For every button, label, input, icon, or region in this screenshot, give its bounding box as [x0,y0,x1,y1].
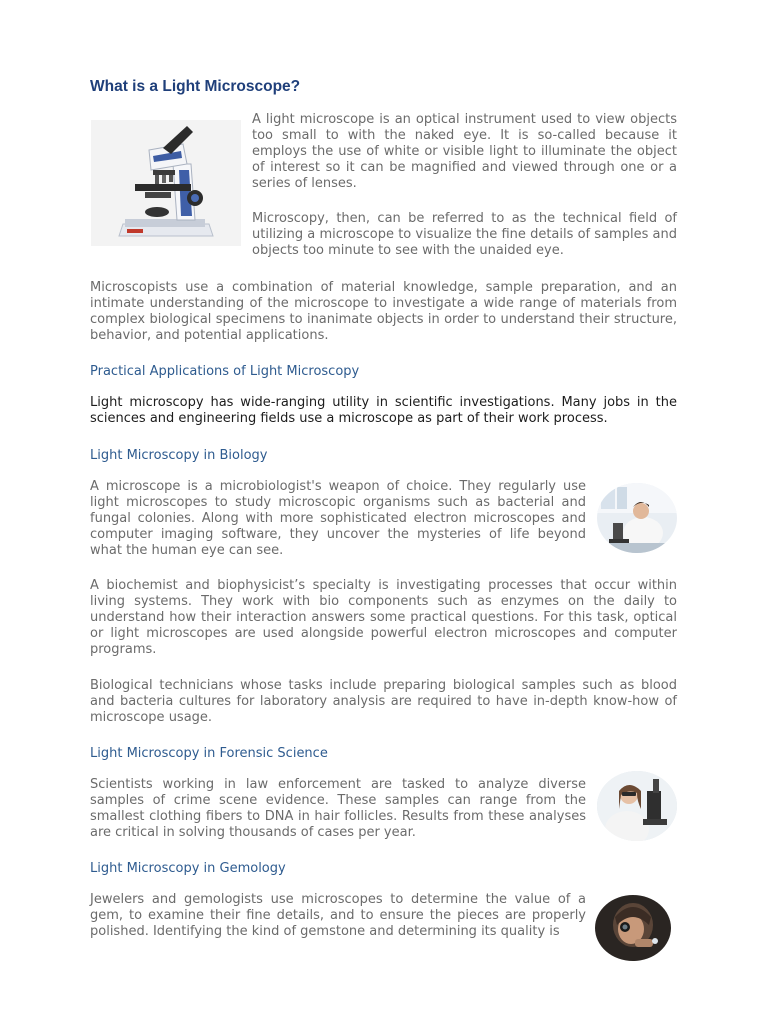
forensic-scientist-image [597,771,677,841]
gemology-heading: Light Microscopy in Gemology [90,861,286,876]
biology-paragraph-3: Biological technicians whose tasks include preparing biological samples such as blood and bacteria cultures for laboratory analysis are required to have in-depth know-how of microscope usage. [90,678,677,725]
microbiologist-image [597,483,677,553]
forensic-science-heading: Light Microscopy in Forensic Science [90,746,328,761]
gemologist-image [595,895,671,961]
intro-paragraph-2: Microscopy, then, can be referred to as the technical field of utilizing a microscope to visualize the fine details of samples and objects too minute to see with the unaided eye. [252,211,677,258]
microscope-image [91,120,241,246]
biology-heading: Light Microscopy in Biology [90,448,268,463]
forensic-science-paragraph: Scientists working in law enforcement are tasked to analyze diverse samples of crime scene evidence. These samples can range from the smallest clothing fibers to DNA in hair follicles. Results from these analyses are critical in solving thousands of cases per year. [90,777,586,840]
biology-paragraph-1: A microscope is a microbiologist's weapon of choice. They regularly use light microscopes to study microscopic organisms such as bacterial and fungal colonies. Along with more sophisticated electron microscopes and computer imaging software, they uncover the mysteries of life beyond what the human eye can see. [90,479,586,558]
gemology-paragraph: Jewelers and gemologists use microscopes to determine the value of a gem, to examine their fine details, and to ensure the pieces are properly polished. Identifying the kind of gemstone and determining its quality is [90,892,586,939]
intro-paragraph-3: Microscopists use a combination of material knowledge, sample preparation, and an intimate understanding of the microscope to investigate a wide range of materials from complex biological specimens to inanimate objects in order to understand their structure, behavior, and potential applications. [90,280,677,343]
intro-paragraph-1: A light microscope is an optical instrument used to view objects too small to with the naked eye. It is so-called because it employs the use of white or visible light to illuminate the object of interest so it can be magnified and viewed through one or a series of lenses. [252,112,677,191]
page-title: What is a Light Microscope? [90,78,301,95]
practical-applications-paragraph: Light microscopy has wide-ranging utility in scientific investigations. Many jobs in the sciences and engineering fields use a microscope as part of their work process. [90,395,677,426]
practical-applications-heading: Practical Applications of Light Microscopy [90,364,360,379]
biology-paragraph-2: A biochemist and biophysicist’s specialty is investigating processes that occur within living systems. They work with bio components such as enzymes on the daily to understand how their interaction answers some practical questions. For this task, optical or light microscopes are used alongside powerful electron microscopes and computer programs. [90,578,677,657]
